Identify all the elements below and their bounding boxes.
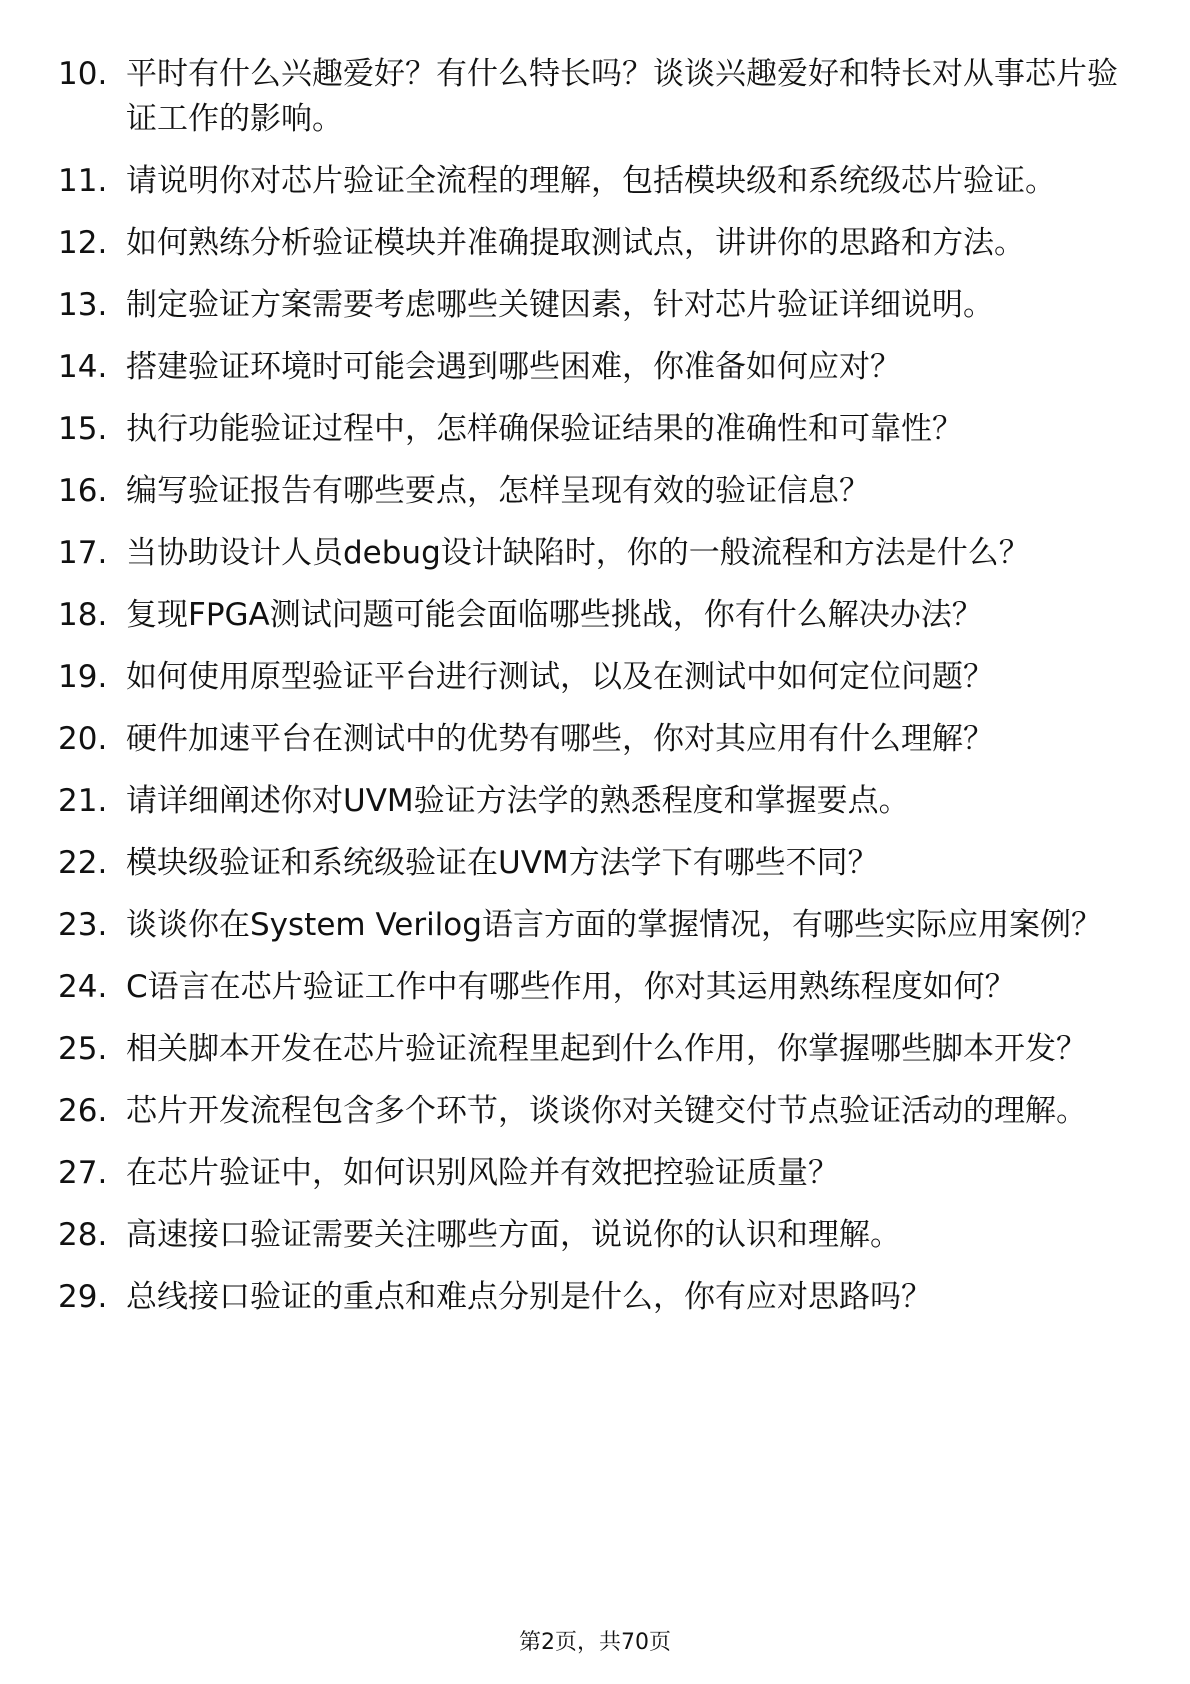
- question-text: 如何熟练分析验证模块并准确提取测试点，讲讲你的思路和方法。: [126, 225, 1025, 261]
- question-number: 27.: [58, 1155, 108, 1191]
- question-number: 11.: [58, 163, 108, 199]
- question-text: 请说明你对芯片验证全流程的理解，包括模块级和系统级芯片验证。: [126, 163, 1056, 199]
- question-item: [0, 531, 1190, 576]
- question-text: 在芯片验证中，如何识别风险并有效把控验证质量？: [126, 1155, 839, 1191]
- question-number: 28.: [58, 1217, 108, 1253]
- question-item: [0, 469, 1190, 514]
- question-text: 执行功能验证过程中，怎样确保验证结果的准确性和可靠性？: [126, 411, 963, 447]
- question-number: 16.: [58, 473, 108, 509]
- question-item: [0, 1089, 1190, 1134]
- question-number: 18.: [58, 597, 108, 633]
- question-number: 23.: [58, 907, 108, 943]
- question-item: [0, 1275, 1190, 1320]
- question-item: [0, 903, 1190, 948]
- question-item: [0, 159, 1190, 204]
- question-text: 高速接口验证需要关注哪些方面，说说你的认识和理解。: [126, 1217, 901, 1253]
- question-text: 芯片开发流程包含多个环节，谈谈你对关键交付节点验证活动的理解。: [126, 1093, 1087, 1129]
- question-number: 10.: [58, 56, 108, 92]
- question-text: 制定验证方案需要考虑哪些关键因素，针对芯片验证详细说明。: [126, 287, 994, 323]
- question-number: 19.: [58, 659, 108, 695]
- question-number: 24.: [58, 969, 108, 1005]
- question-text: 编写验证报告有哪些要点，怎样呈现有效的验证信息？: [126, 473, 870, 509]
- question-number: 17.: [58, 535, 108, 571]
- question-item: [0, 52, 1190, 142]
- question-text: 当协助设计人员debug设计缺陷时，你的一般流程和方法是什么？: [126, 535, 1030, 571]
- question-number: 26.: [58, 1093, 108, 1129]
- page-number-label: 第2页，共70页: [519, 1630, 671, 1655]
- question-number: 29.: [58, 1279, 108, 1315]
- question-item: [0, 717, 1190, 762]
- question-text: 模块级验证和系统级验证在UVM方法学下有哪些不同？: [126, 845, 879, 881]
- question-item: [0, 1151, 1190, 1196]
- question-item: [0, 345, 1190, 390]
- question-text: 谈谈你在System Verilog语言方面的掌握情况，有哪些实际应用案例？: [126, 907, 1102, 943]
- question-number: 20.: [58, 721, 108, 757]
- question-text: 平时有什么兴趣爱好？有什么特长吗？谈谈兴趣爱好和特长对从事芯片验证工作的影响。: [126, 56, 1118, 137]
- page-footer: [0, 1628, 1190, 1658]
- question-number: 14.: [58, 349, 108, 385]
- question-item: [0, 1027, 1190, 1072]
- question-item: [0, 221, 1190, 266]
- question-list: [0, 52, 1190, 1337]
- question-text: 硬件加速平台在测试中的优势有哪些，你对其应用有什么理解？: [126, 721, 994, 757]
- question-item: [0, 841, 1190, 886]
- question-text: 请详细阐述你对UVM验证方法学的熟悉程度和掌握要点。: [126, 783, 910, 819]
- question-item: [0, 1213, 1190, 1258]
- question-item: [0, 593, 1190, 638]
- question-text: 总线接口验证的重点和难点分别是什么，你有应对思路吗？: [126, 1279, 932, 1315]
- question-number: 22.: [58, 845, 108, 881]
- question-item: [0, 407, 1190, 452]
- question-text: 相关脚本开发在芯片验证流程里起到什么作用，你掌握哪些脚本开发？: [126, 1031, 1087, 1067]
- question-text: 如何使用原型验证平台进行测试，以及在测试中如何定位问题？: [126, 659, 994, 695]
- question-text: 搭建验证环境时可能会遇到哪些困难，你准备如何应对？: [126, 349, 901, 385]
- question-item: [0, 283, 1190, 328]
- question-number: 12.: [58, 225, 108, 261]
- question-text: 复现FPGA测试问题可能会面临哪些挑战，你有什么解决办法？: [126, 597, 983, 633]
- question-number: 15.: [58, 411, 108, 447]
- question-number: 25.: [58, 1031, 108, 1067]
- question-item: [0, 779, 1190, 824]
- question-number: 13.: [58, 287, 108, 323]
- question-item: [0, 965, 1190, 1010]
- question-item: [0, 655, 1190, 700]
- question-text: C语言在芯片验证工作中有哪些作用，你对其运用熟练程度如何？: [126, 969, 1016, 1005]
- question-number: 21.: [58, 783, 108, 819]
